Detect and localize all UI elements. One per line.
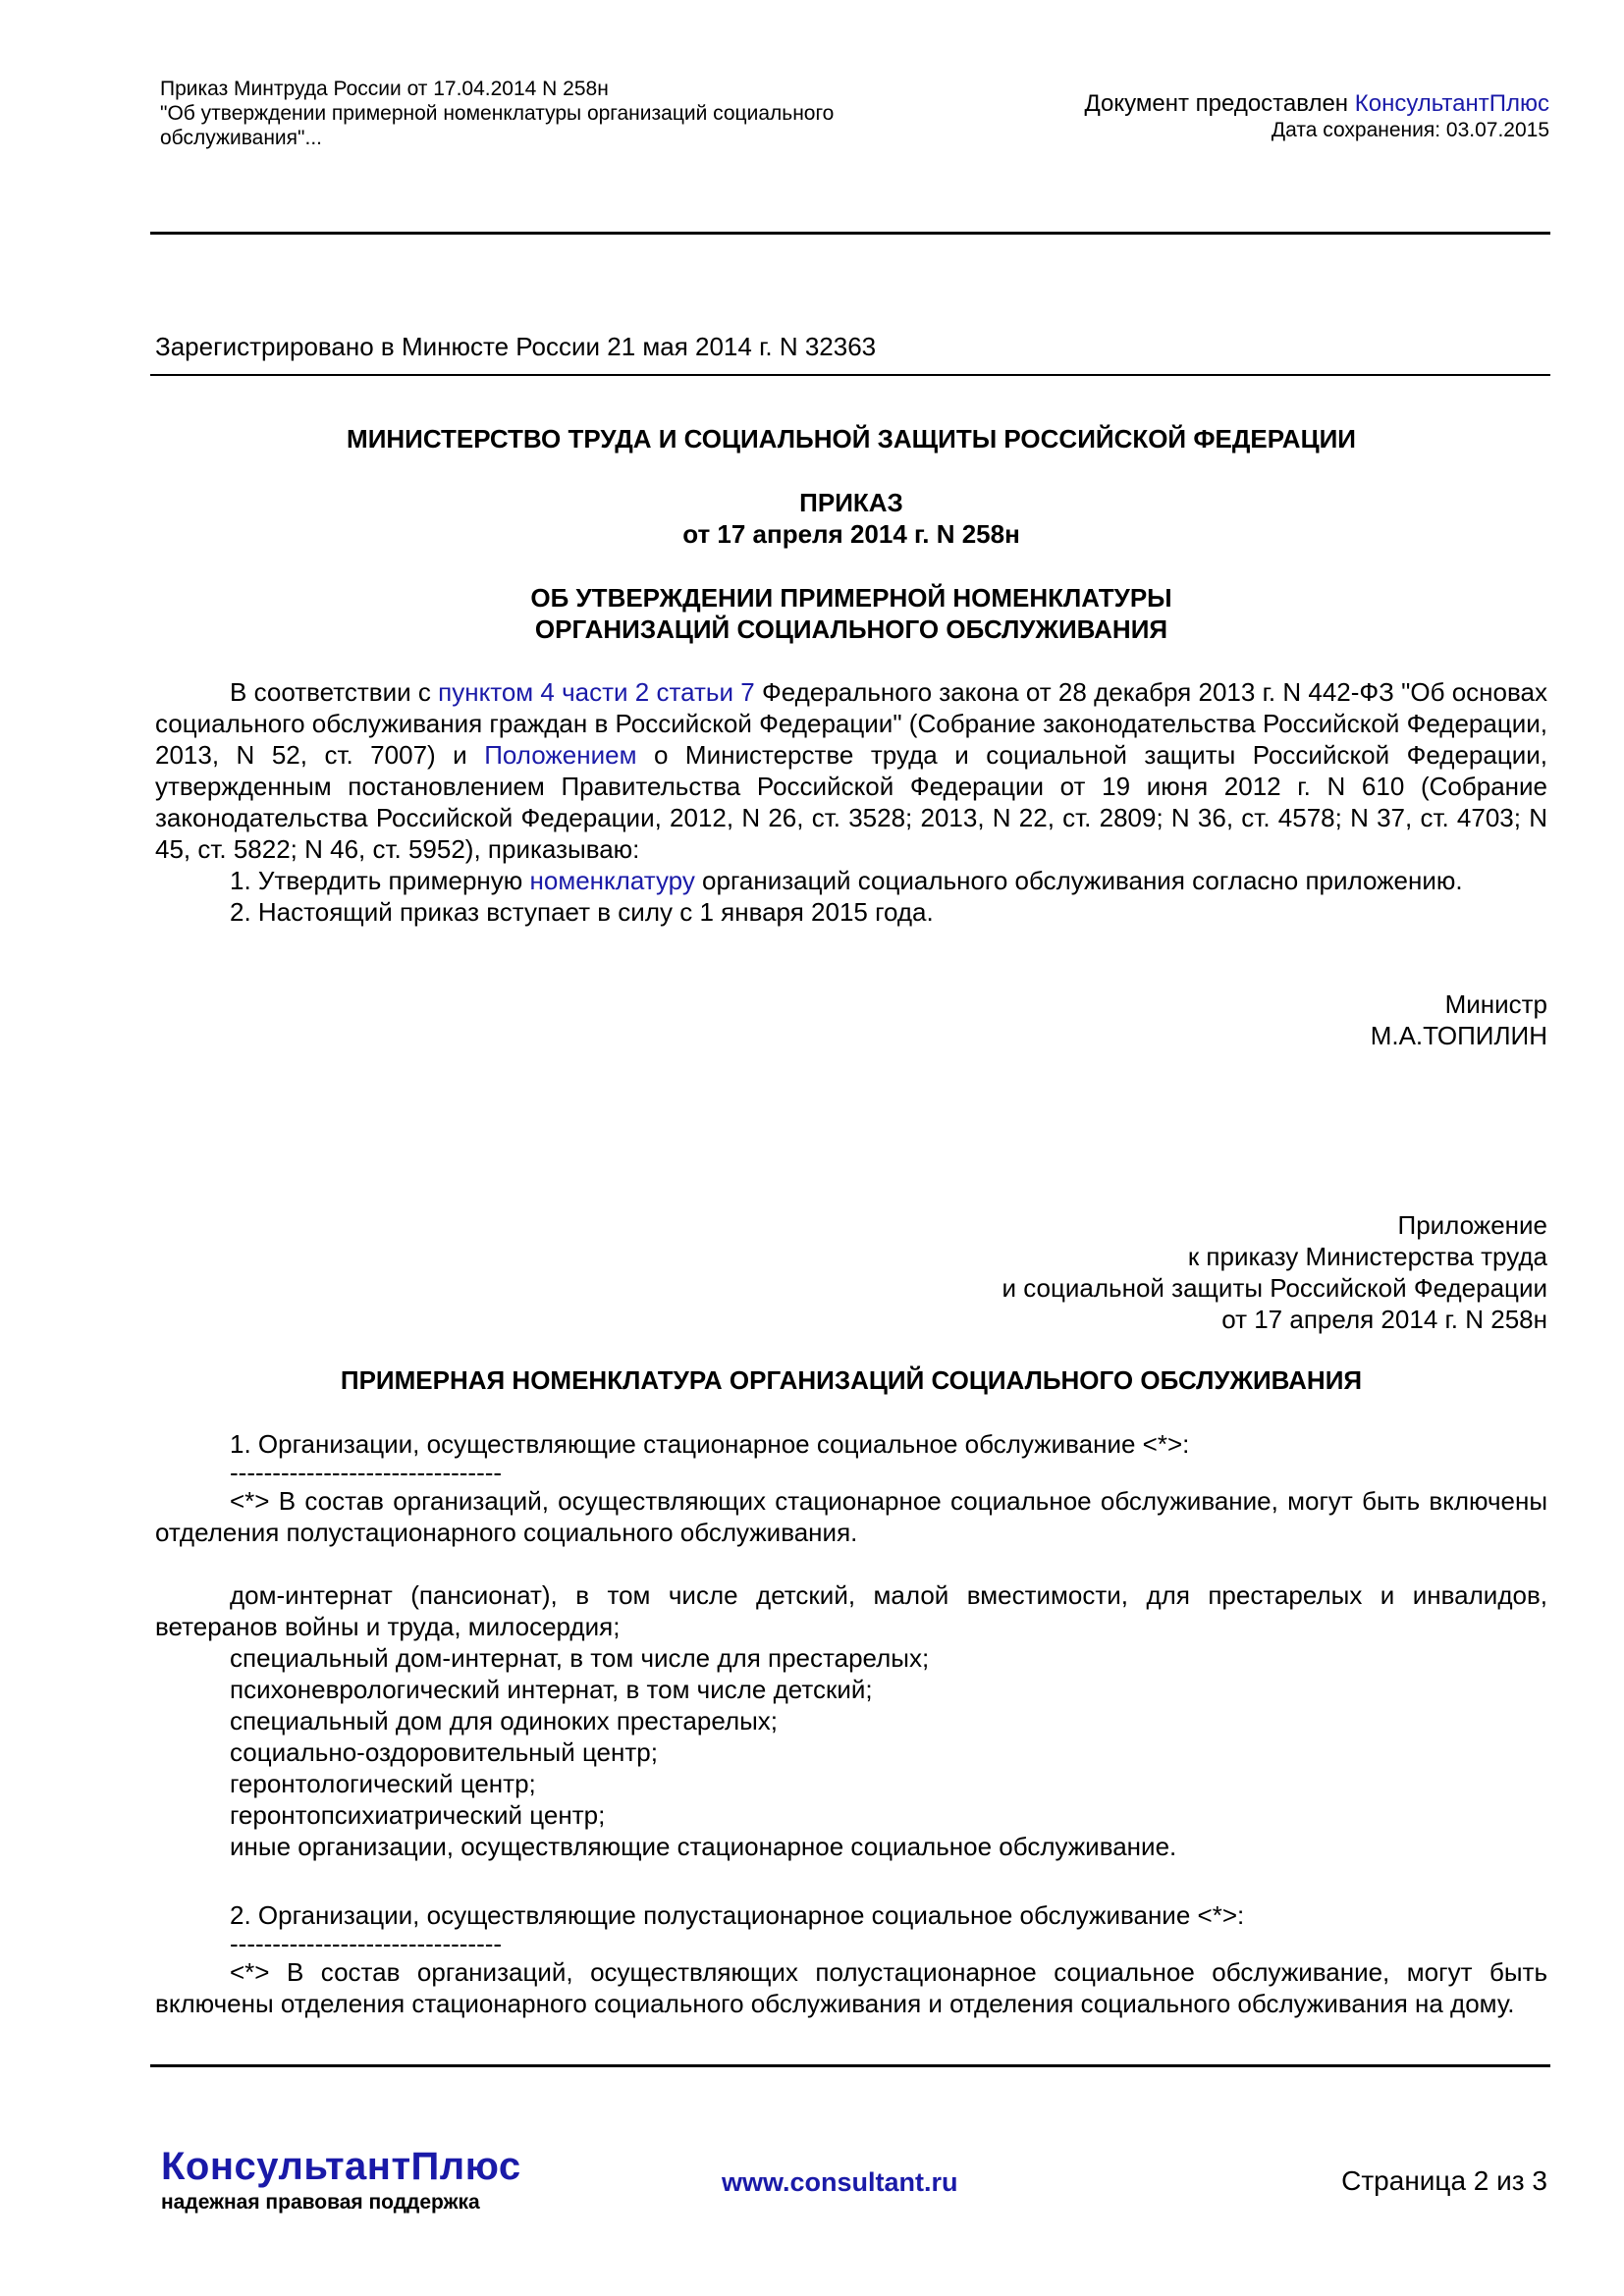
provided-label: Документ предоставлен	[1084, 90, 1355, 117]
footnote-text: <*> В состав организаций, осуществляющих стационарное социальное обслуживание, могут быть включены отделения полустационарного социального обслуживания.	[155, 1486, 1547, 1547]
list-item: социально-оздоровительный центр;	[230, 1737, 658, 1767]
list-item: специальный дом для одиноких престарелых;	[230, 1706, 779, 1735]
list-item: геронтологический центр;	[230, 1769, 536, 1798]
list-item: специальный дом-интернат, в том числе для престарелых;	[230, 1643, 930, 1673]
appendix-line: к приказу Министерства труда	[1187, 1242, 1547, 1271]
consultant-logo: КонсультантПлюс	[161, 2145, 521, 2188]
consultant-link[interactable]: КонсультантПлюс	[1354, 90, 1549, 117]
section-1	[155, 1428, 1547, 1862]
saved-date: Дата сохранения: 03.07.2015	[1271, 119, 1549, 141]
order-date: от 17 апреля 2014 г. N 258н	[682, 519, 1020, 549]
regulation-link[interactable]: Положением	[484, 740, 637, 770]
page-number: Страница 2 из 3	[1341, 2165, 1547, 2196]
document-title-line: Приказ Минтруда России от 17.04.2014 N 258н	[160, 78, 609, 100]
item1-text: организаций социального обслуживания согласно приложению.	[694, 866, 1463, 895]
section-heading: 1. Организации, осуществляющие стационарное социальное обслуживание <*>:	[230, 1429, 1190, 1459]
site-link[interactable]: www.consultant.ru	[722, 2167, 958, 2197]
header-divider	[150, 232, 1550, 235]
brand-tagline: надежная правовая поддержка	[161, 2191, 480, 2214]
document-title-line: "Об утверждении примерной номенклатуры организаций социального	[160, 102, 835, 125]
signature	[155, 988, 1547, 1051]
list-item: иные организации, осуществляющие стационарное социальное обслуживание.	[230, 1832, 1177, 1861]
appendix-title: ПРИМЕРНАЯ НОМЕНКЛАТУРА ОРГАНИЗАЦИЙ СОЦИАЛЬНОГО ОБСЛУЖИВАНИЯ	[340, 1365, 1363, 1395]
order-subject-line: ОРГАНИЗАЦИЙ СОЦИАЛЬНОГО ОБСЛУЖИВАНИЯ	[534, 614, 1168, 644]
footnote-separator: --------------------------------	[230, 1929, 503, 1958]
section-heading: 2. Организации, осуществляющие полустационарное социальное обслуживание <*>:	[230, 1900, 1245, 1930]
order-subject	[155, 582, 1547, 645]
footer-brand	[161, 2145, 521, 2216]
item2-text: 2. Настоящий приказ вступает в силу с 1 января 2015 года.	[230, 897, 934, 927]
order-title: ПРИКАЗ	[799, 488, 903, 517]
signature-name: М.А.ТОПИЛИН	[1370, 1021, 1547, 1050]
list-item: психоневрологический интернат, в том числе детский;	[230, 1675, 873, 1704]
list-item: дом-интернат (пансионат), в том числе детский, малой вместимости, для престарелых и инвалидов, ветеранов войны и труда, милосердия;	[155, 1580, 1547, 1641]
footer-divider	[150, 2064, 1550, 2067]
order-subject-line: ОБ УТВЕРЖДЕНИИ ПРИМЕРНОЙ НОМЕНКЛАТУРЫ	[530, 583, 1172, 613]
document-title-line: обслуживания"...	[160, 127, 322, 149]
appendix-line: от 17 апреля 2014 г. N 258н	[1221, 1305, 1547, 1334]
signature-position: Министр	[1444, 989, 1547, 1019]
section-2	[155, 1899, 1547, 2019]
footnote-text: <*> В состав организаций, осуществляющих полустационарное социальное обслуживание, могут быть включены отделения стационарного социального обслуживания и отделения социального обслуживания на дому.	[155, 1957, 1547, 2018]
appendix-line: и социальной защиты Российской Федерации	[1001, 1273, 1547, 1303]
registration-note: Зарегистрировано в Минюсте России 21 мая 2014 г. N 32363	[155, 332, 877, 361]
preamble-text: В соответствии с	[230, 677, 439, 707]
ministry-name: МИНИСТЕРСТВО ТРУДА И СОЦИАЛЬНОЙ ЗАЩИТЫ РОССИЙСКОЙ ФЕДЕРАЦИИ	[347, 424, 1356, 454]
registration-divider	[150, 374, 1550, 376]
preamble	[155, 676, 1547, 928]
nomenclature-link[interactable]: номенклатуру	[529, 866, 695, 895]
appendix-line: Приложение	[1397, 1210, 1547, 1240]
preamble-text: Федерального закона от 28 декабря 2013 г. N 442-ФЗ "Об основах социального обслуживания граждан в Российской Федерации" (Собрание законодательства Российской Федерации, 2013, N 52, ст. 7007) и	[155, 677, 1547, 770]
appendix-header	[155, 1209, 1547, 1335]
item1-text: 1. Утвердить примерную	[230, 866, 530, 895]
law-article-link[interactable]: пунктом 4 части 2 статьи 7	[438, 677, 755, 707]
footnote-separator: --------------------------------	[230, 1458, 503, 1487]
preamble-text: о Министерстве труда и социальной защиты Российской Федерации, утвержденным постановлением Правительства Российской Федерации от 19 июня 2012 г. N 610 (Собрание законодательства Российской Федерации, 2012, N 26, ст. 3528; 2013, N 22, ст. 2809; N 36, ст. 4578; N 37, ст. 4703; N 45, ст. 5822; N 46, ст. 5952), приказываю:	[155, 740, 1547, 864]
list-item: геронтопсихиатрический центр;	[230, 1800, 606, 1830]
provider-info	[1085, 90, 1549, 143]
document-title	[160, 77, 916, 150]
